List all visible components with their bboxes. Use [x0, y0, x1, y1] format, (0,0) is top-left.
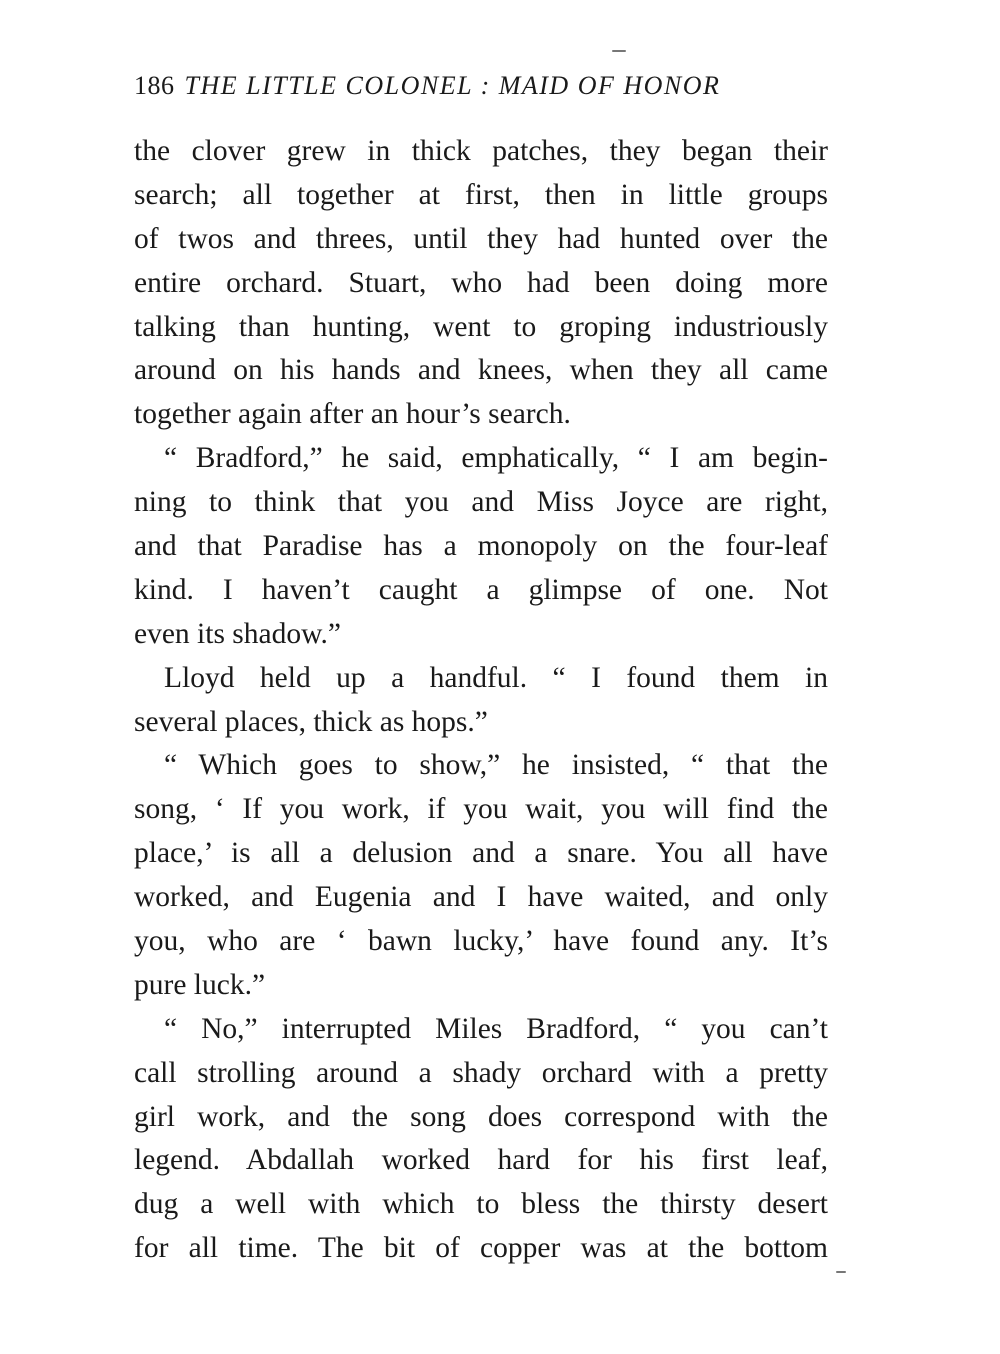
text-line: legend. Abdallah worked hard for his first leaf, [134, 1144, 828, 1177]
running-title: THE LITTLE COLONEL : MAID OF HONOR [184, 71, 721, 100]
text-line: call strolling around a shady orchard with a pretty [134, 1056, 828, 1089]
text-line: together again after an hour’s search. [134, 398, 571, 431]
text-line: pure luck.” [134, 968, 266, 1001]
text-line: you, who are ‘ bawn lucky,’ have found any. It’s [134, 925, 828, 958]
text-line: talking than hunting, went to groping industriously [134, 310, 828, 343]
text-line: dug a well with which to bless the thirsty desert [134, 1188, 828, 1221]
text-line: “ Which goes to show,” he insisted, “ that the [164, 749, 828, 782]
text-line: of twos and threes, until they had hunted over the [134, 222, 828, 255]
scan-speck [612, 50, 626, 52]
text-line: worked, and Eugenia and I have waited, and only [134, 881, 828, 914]
text-line: Lloyd held up a handful. “ I found them in [164, 661, 828, 694]
text-line: “ No,” interrupted Miles Bradford, “ you can’t [164, 1012, 828, 1045]
text-line: place,’ is all a delusion and a snare. You all have [134, 837, 828, 870]
body-text [134, 130, 828, 1271]
page-number: 186 [134, 71, 175, 100]
text-line: “ Bradford,” he said, emphatically, “ I am begin- [164, 442, 828, 475]
text-line: search; all together at first, then in little groups [134, 178, 828, 211]
text-line: kind. I haven’t caught a glimpse of one. Not [134, 573, 828, 606]
text-line: girl work, and the song does correspond with the [134, 1100, 828, 1133]
text-line: ning to think that you and Miss Joyce are right, [134, 486, 828, 519]
text-line: the clover grew in thick patches, they began their [134, 135, 828, 167]
text-line: entire orchard. Stuart, who had been doing more [134, 266, 828, 299]
text-line: even its shadow.” [134, 617, 341, 650]
text-line: for all time. The bit of copper was at the bottom [134, 1232, 828, 1265]
text-line: and that Paradise has a monopoly on the four-leaf [134, 530, 828, 563]
text-line: around on his hands and knees, when they all came [134, 354, 828, 387]
scan-speck [836, 1271, 846, 1273]
text-line: several places, thick as hops.” [134, 705, 488, 738]
running-header [134, 66, 834, 106]
text-line: song, ‘ If you work, if you wait, you will find the [134, 793, 828, 826]
